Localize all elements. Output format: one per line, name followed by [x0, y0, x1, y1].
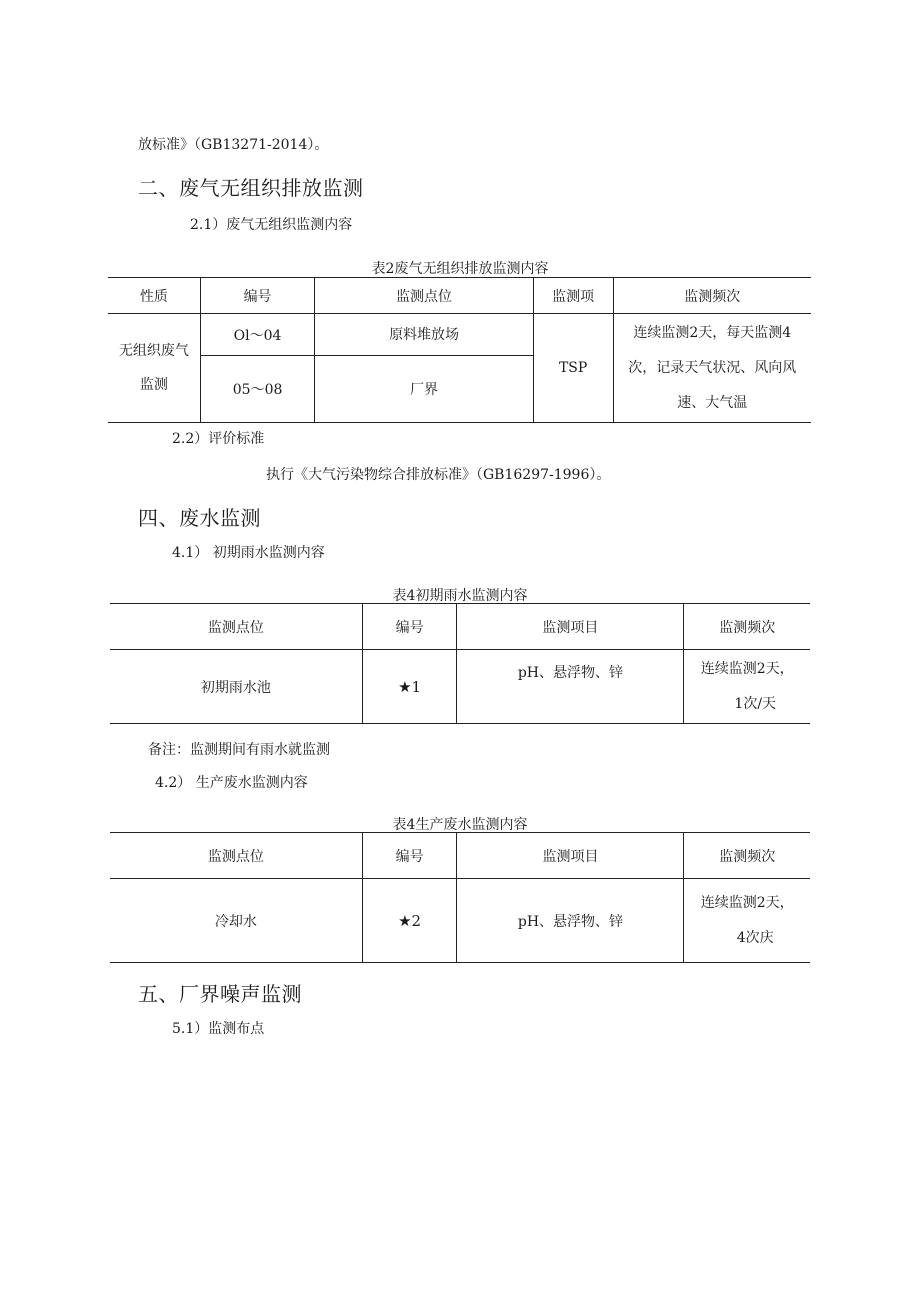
- point-cell: 冷却水: [110, 879, 362, 963]
- table-2-caption: 表2废气无组织排放监测内容: [371, 261, 549, 277]
- table-row: [108, 314, 811, 356]
- freq-cell: [613, 314, 811, 423]
- table-header-row: [110, 833, 810, 879]
- nature-line-1: 无组织废气: [118, 343, 189, 359]
- freq-line-1: 连续监测2天，: [700, 894, 794, 911]
- header-point: 监测点位: [110, 833, 362, 879]
- header-id: 编号: [362, 604, 457, 650]
- intro-line: 放标准》（GB13271-2014）。: [138, 137, 329, 153]
- production-wastewater-table: [110, 832, 810, 963]
- freq-line-2: 1次/天: [734, 695, 777, 712]
- table-header-row: [110, 604, 810, 650]
- point-cell: 厂界: [315, 356, 533, 423]
- header-item: 监测项: [533, 278, 613, 314]
- section-5-heading: 五、厂界噪声监测: [138, 982, 302, 1006]
- header-freq: 监测频次: [684, 833, 810, 879]
- header-point: 监测点位: [110, 604, 362, 650]
- header-freq: 监测频次: [684, 604, 810, 650]
- section-4-2-subheading: 4.2） 生产废水监测内容: [155, 775, 308, 791]
- header-item: 监测项目: [457, 604, 684, 650]
- header-id: 编号: [200, 278, 315, 314]
- section-2-2-subheading: 2.2）评价标准: [172, 431, 265, 447]
- freq-line-2: 4次庆: [736, 929, 774, 946]
- section-5-1-subheading: 5.1）监测布点: [172, 1021, 265, 1037]
- freq-line-2: 次，记录天气状况、风向风: [628, 359, 797, 376]
- table-row: [110, 650, 810, 724]
- header-nature: 性质: [108, 278, 200, 314]
- item-cell: pH、悬浮物、锌: [457, 650, 684, 724]
- nature-cell: [108, 314, 200, 423]
- id-cell: ★2: [362, 879, 457, 963]
- rainwater-table: [110, 603, 810, 724]
- table-header-row: [108, 278, 811, 314]
- table-row: [110, 879, 810, 963]
- nature-line-2: 监测: [139, 377, 168, 393]
- section-4-heading: 四、废水监测: [138, 506, 261, 530]
- item-cell: TSP: [533, 314, 613, 423]
- header-point: 监测点位: [315, 278, 533, 314]
- emission-table: [108, 277, 811, 423]
- id-cell: Ol～04: [200, 314, 315, 356]
- id-cell: ★1: [362, 650, 457, 724]
- table-4b-caption: 表4生产废水监测内容: [392, 817, 528, 833]
- freq-cell: [684, 879, 810, 963]
- id-cell: 05～08: [200, 356, 315, 423]
- section-2-heading: 二、废气无组织排放监测: [138, 176, 364, 200]
- point-cell: 原料堆放场: [315, 314, 533, 356]
- rainwater-note: 备注：监测期间有雨水就监测: [148, 742, 330, 758]
- freq-cell: [684, 650, 810, 724]
- header-item: 监测项目: [457, 833, 684, 879]
- section-2-1-subheading: 2.1）废气无组织监测内容: [190, 217, 353, 233]
- item-cell: pH、悬浮物、锌: [457, 879, 684, 963]
- freq-line-3: 速、大气温: [677, 394, 748, 411]
- header-id: 编号: [362, 833, 457, 879]
- section-4-1-subheading: 4.1） 初期雨水监测内容: [172, 545, 325, 561]
- standard-text: 执行《大气污染物综合排放标准》（GB16297-1996）。: [266, 467, 611, 483]
- header-freq: 监测频次: [613, 278, 811, 314]
- freq-line-1: 连续监测2天，每天监测4: [633, 324, 792, 341]
- point-cell: 初期雨水池: [110, 650, 362, 724]
- table-4a-caption: 表4初期雨水监测内容: [392, 588, 528, 604]
- freq-line-1: 连续监测2天，: [700, 660, 794, 677]
